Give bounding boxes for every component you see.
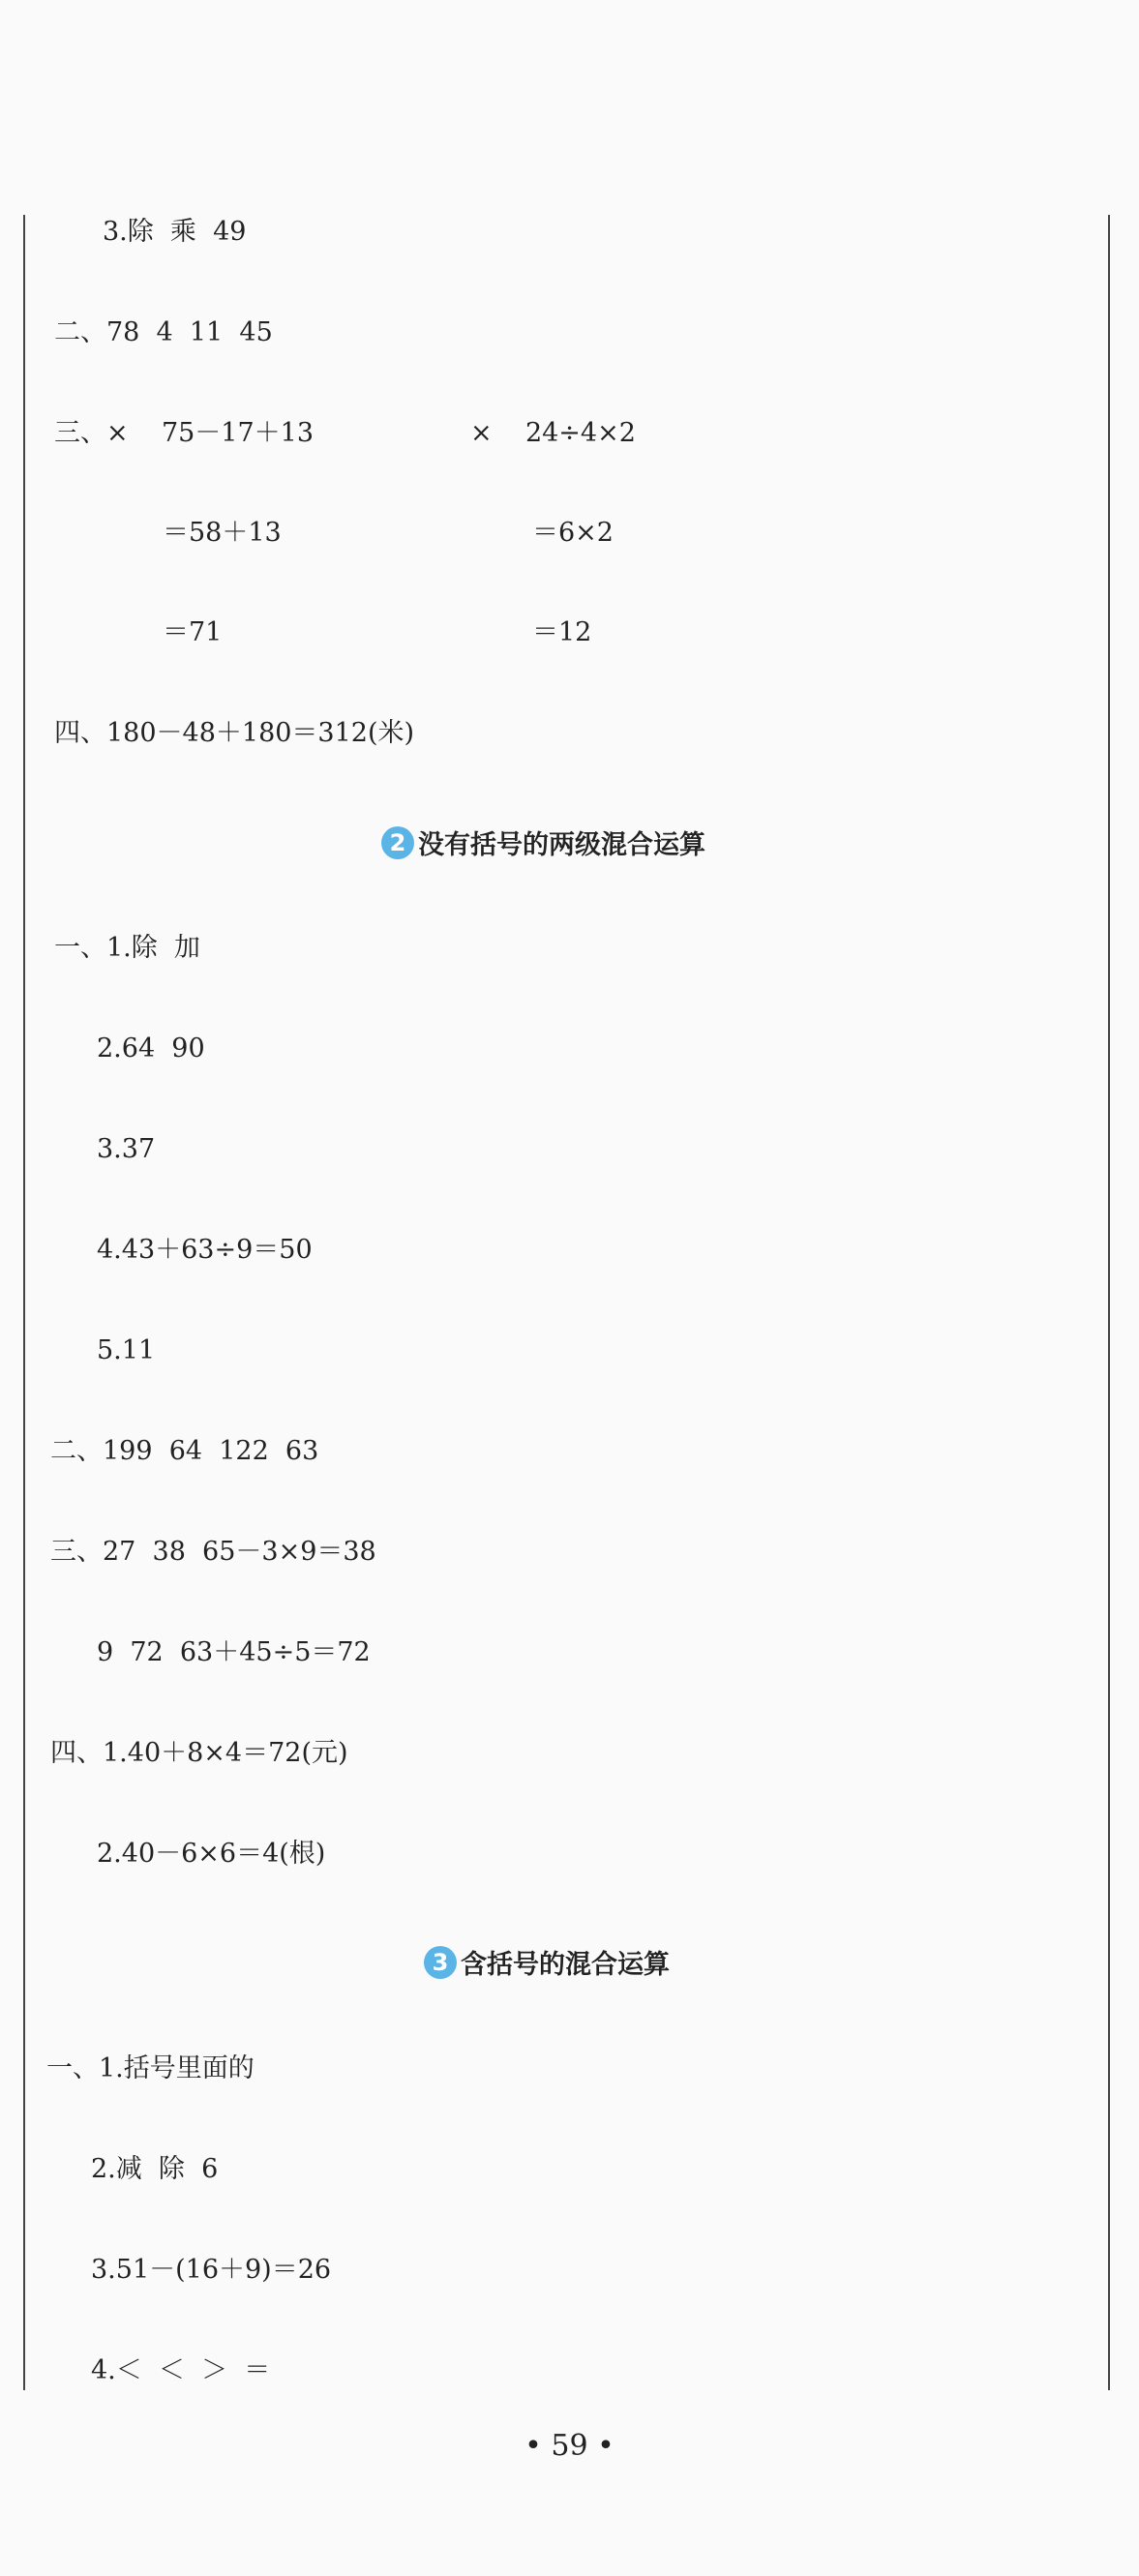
answer-line: 4.＜ ＜ ＞ ＝ xyxy=(91,2355,271,2385)
answer-line: 一、1.括号里面的 xyxy=(46,2053,255,2083)
section-number-badge: 2 xyxy=(381,826,414,859)
answer-line: 二、78 4 11 45 xyxy=(54,317,273,347)
answer-line: 2.64 90 xyxy=(97,1033,205,1063)
answer-line: ＝12 xyxy=(532,617,592,647)
answer-line: 3.37 xyxy=(97,1134,156,1164)
answer-line: 3.51－(16＋9)＝26 xyxy=(91,2255,332,2285)
answer-line: ＝71 xyxy=(163,617,223,647)
answer-line: 二、199 64 122 63 xyxy=(50,1436,319,1466)
answer-line: ＝58＋13 xyxy=(163,518,282,548)
section-title: 含括号的混合运算 xyxy=(461,1950,670,1980)
answer-line: 9 72 63＋45÷5＝72 xyxy=(97,1637,371,1667)
answer-line: ＝6×2 xyxy=(532,518,614,548)
answer-line: 2.减 除 6 xyxy=(91,2154,219,2184)
right-border-line xyxy=(1108,215,1110,2390)
answer-line: 4.43＋63÷9＝50 xyxy=(97,1235,313,1265)
section-heading xyxy=(424,1943,670,1981)
answer-line: 四、1.40＋8×4＝72(元) xyxy=(50,1738,348,1768)
answer-line: 三、× 75－17＋13 xyxy=(54,418,315,448)
left-border-line xyxy=(23,215,25,2390)
answer-line: 三、27 38 65－3×9＝38 xyxy=(50,1537,376,1567)
answer-line: 5.11 xyxy=(97,1335,156,1365)
page-number: • 59 • xyxy=(525,2429,614,2463)
section-number-badge: 3 xyxy=(424,1946,457,1979)
section-title: 没有括号的两级混合运算 xyxy=(418,830,705,860)
answer-line: × 24÷4×2 xyxy=(470,418,636,448)
answer-line: 2.40－6×6＝4(根) xyxy=(97,1839,326,1869)
section-heading xyxy=(381,824,705,861)
answer-line: 一、1.除 加 xyxy=(54,933,200,963)
answer-line: 四、180－48＋180＝312(米) xyxy=(54,718,415,748)
answer-line: 3.除 乘 49 xyxy=(103,217,247,247)
